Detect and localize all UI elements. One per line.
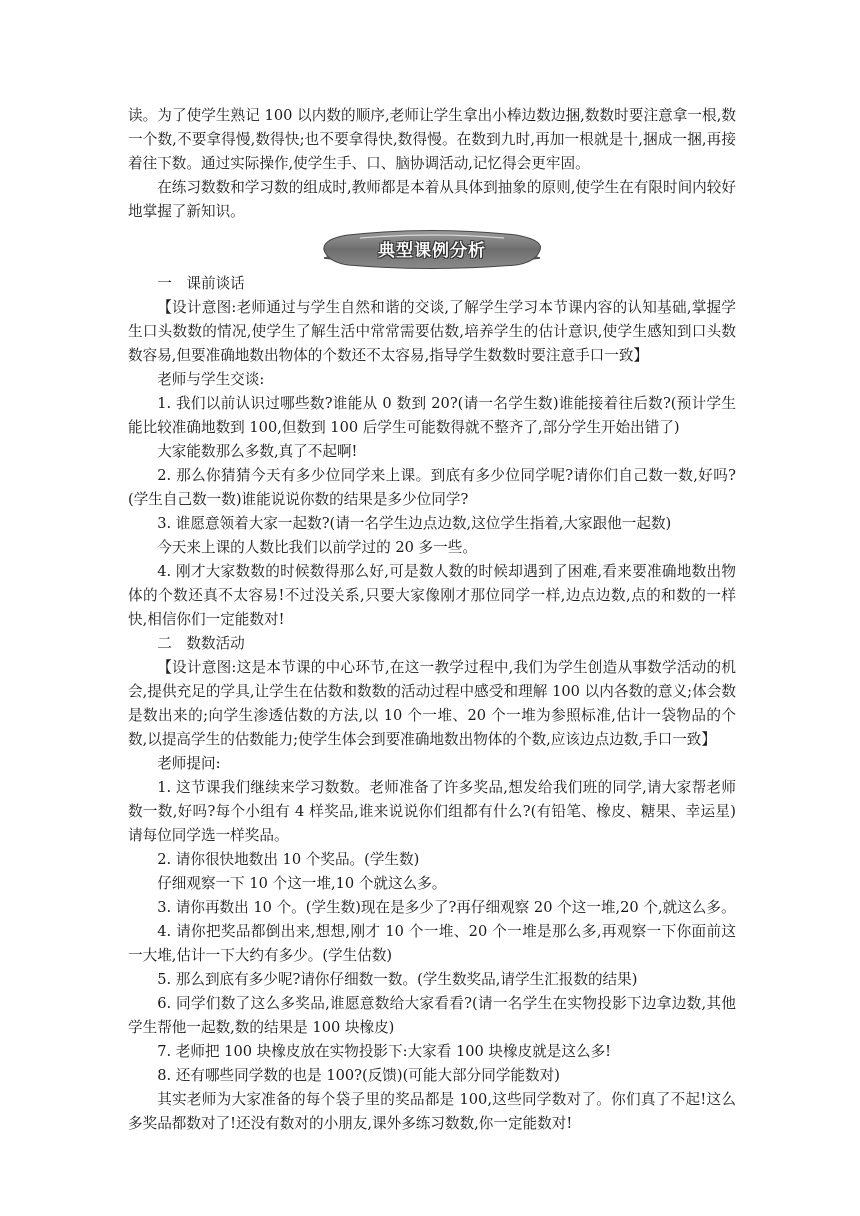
part2-item-2: 2. 请你很快地数出 10 个奖品。(学生数): [157, 851, 420, 868]
design-intent-1: 【设计意图:老师通过与学生自然和谐的交谈,了解学生学习本节课内容的认知基础,掌握学生口头数数的情况,使学生了解生活中常常需要估数,培养学生的估计意识,使学生感知到口头数数容易,但要准确地数出物体的个数还不太容易,指导学生数数时要注意手口一致】: [128, 299, 736, 364]
part1-item-6: 4. 刚才大家数数的时候数得那么好,可是数人数的时候却遇到了困难,看来要准确地数出物体的个数还真不太容易!不过没关系,只要大家像刚才那位同学一样,边点边数,点的和数的一样快,相信你们一定能数对!: [128, 563, 736, 628]
part1-item-2: 大家能数那么多数,真了不起啊!: [157, 443, 358, 460]
intro-paragraph-2: 在练习数数和学习数的组成时,教师都是本着从具体到抽象的原则,使学生在有限时间内较好地掌握了新知识。: [128, 179, 736, 220]
lead-text-1: 老师与学生交谈:: [157, 371, 265, 388]
document-page: [128, 104, 736, 1136]
part2-item-7: 6. 同学们数了这么多奖品,谁愿意数给大家看看?(请一名学生在实物投影下边拿边数,其他学生帮他一起数,数的结果是 100 块橡皮): [128, 995, 736, 1036]
section-heading-pre-class-talk: 一 课前谈话: [157, 275, 245, 292]
part2-item-9: 8. 还有哪些同学数的也是 100?(反馈)(可能大部分同学能数对): [157, 1067, 560, 1084]
intro-paragraph-1: 读。为了使学生熟记 100 以内数的顺序,老师让学生拿出小棒边数边捆,数数时要注意拿一根,数一个数,不要拿得慢,数得快;也不要拿得快,数得慢。在数到九时,再加一根就是十,捆成一捆,再接着往下数。通过实际操作,使学生手、口、脑协调活动,记忆得会更牢固。: [128, 107, 736, 172]
part2-item-3: 仔细观察一下 10 个这一堆,10 个就这么多。: [157, 875, 447, 892]
part1-item-3: 2. 那么你猜猜今天有多少位同学来上课。到底有多少位同学呢?请你们自己数一数,好吗?(学生自己数一数)谁能说说你数的结果是多少位同学?: [128, 467, 736, 508]
lead-text-2: 老师提问:: [157, 755, 221, 772]
part1-item-1: 1. 我们以前认识过哪些数?谁能从 0 数到 20?(请一名学生数)谁能接着往后数?(预计学生能比较准确地数到 100,但数到 100 后学生可能数得就不整齐了,部分学生开始出错了): [128, 395, 736, 436]
part2-item-6: 5. 那么到底有多少呢?请你仔细数一数。(学生数奖品,请学生汇报数的结果): [157, 971, 638, 988]
section-banner: [128, 228, 736, 270]
part2-item-10: 其实老师为大家准备的每个袋子里的奖品都是 100,这些同学数对了。你们真了不起!这么多奖品都数对了!还没有数对的小朋友,课外多练习数数,你一定能数对!: [128, 1091, 736, 1132]
part2-item-8: 7. 老师把 100 块橡皮放在实物投影下:大家看 100 块橡皮就是这么多!: [157, 1043, 612, 1060]
banner-title: 典型课例分析: [378, 241, 486, 261]
part2-item-1: 1. 这节课我们继续来学习数数。老师准备了许多奖品,想发给我们班的同学,请大家帮老师数一数,好吗?每个小组有 4 样奖品,谁来说说你们组都有什么?(有铅笔、橡皮、糖果、幸运星)请每位同学选一样奖品。: [128, 779, 736, 844]
part1-item-4: 3. 谁愿意领着大家一起数?(请一名学生边点边数,这位学生指着,大家跟他一起数): [157, 515, 672, 532]
design-intent-2: 【设计意图:这是本节课的中心环节,在这一教学过程中,我们为学生创造从事数学活动的机会,提供充足的学具,让学生在估数和数数的活动过程中感受和理解 100 以内各数的意义;体会数是数出来的;向学生渗透估数的方法,以 10 个一堆、20 个一堆为参照标准,估计一袋物品的个数,以提高学生的估数能力;使学生体会到要准确地数出物体的个数,应该边点边数,手口一致】: [128, 659, 736, 748]
part1-item-5: 今天来上课的人数比我们以前学过的 20 多一些。: [157, 539, 477, 556]
part2-item-4: 3. 请你再数出 10 个。(学生数)现在是多少了?再仔细观察 20 个这一堆,20 个,就这么多。: [157, 899, 736, 916]
section-heading-counting-activity: 二 数数活动: [157, 635, 245, 652]
part2-item-5: 4. 请你把奖品都倒出来,想想,刚才 10 个一堆、20 个一堆是那么多,再观察一下你面前这一大堆,估计一下大约有多少。(学生估数): [128, 923, 736, 964]
